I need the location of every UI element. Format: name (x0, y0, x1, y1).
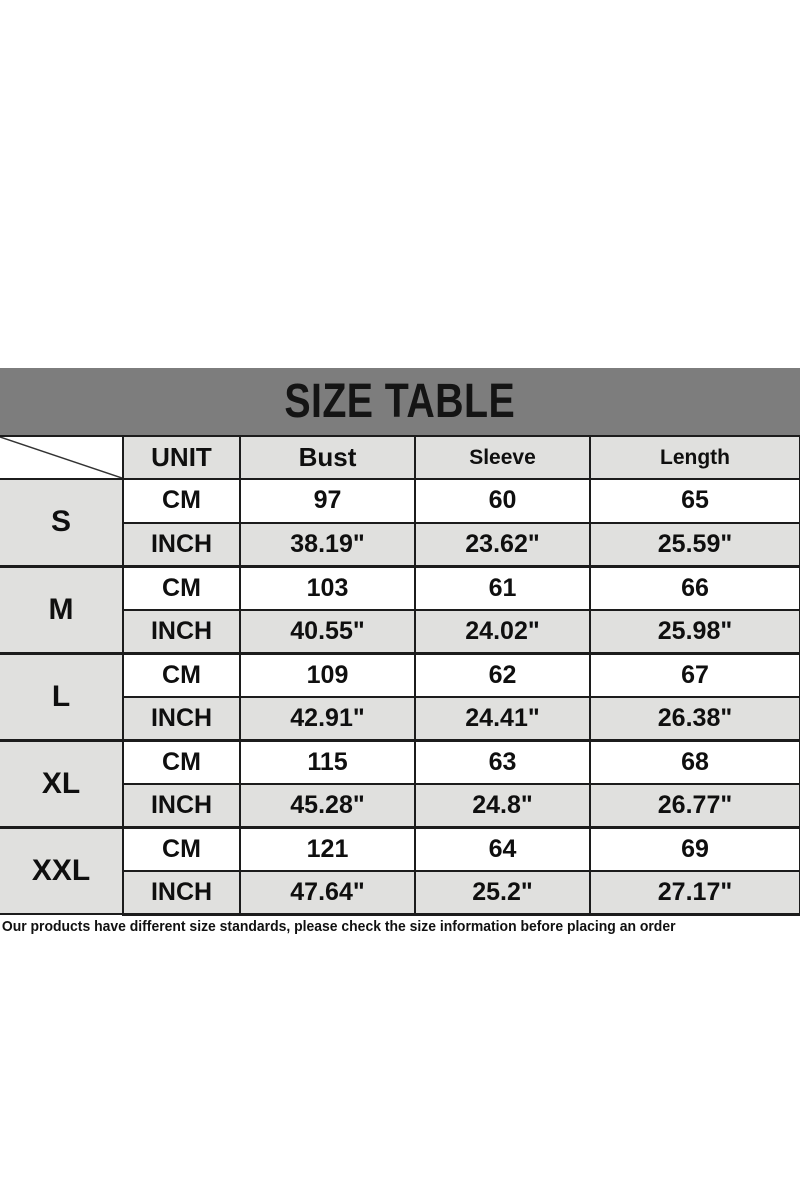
column-header-length: Length (590, 436, 800, 479)
size-label-s: S (0, 479, 123, 566)
size-table-title-band (0, 368, 800, 435)
sleeve-value: 62 (415, 653, 590, 697)
unit-cell-cm: CM (123, 740, 240, 784)
unit-cell-inch: INCH (123, 523, 240, 567)
length-value: 68 (590, 740, 800, 784)
bust-value: 47.64" (240, 871, 415, 915)
unit-cell-inch: INCH (123, 697, 240, 741)
length-value: 65 (590, 479, 800, 523)
bust-value: 40.55" (240, 610, 415, 654)
sleeve-value: 23.62" (415, 523, 590, 567)
length-value: 25.98" (590, 610, 800, 654)
sleeve-value: 25.2" (415, 871, 590, 915)
size-table (0, 435, 800, 916)
sleeve-value: 24.02" (415, 610, 590, 654)
sleeve-value: 64 (415, 827, 590, 871)
length-value: 67 (590, 653, 800, 697)
unit-cell-inch: INCH (123, 610, 240, 654)
diagonal-line-icon (0, 437, 122, 478)
length-value: 66 (590, 566, 800, 610)
diagonal-corner-cell (0, 436, 123, 479)
length-value: 25.59" (590, 523, 800, 567)
unit-cell-cm: CM (123, 566, 240, 610)
length-value: 26.38" (590, 697, 800, 741)
column-header-bust: Bust (240, 436, 415, 479)
unit-cell-cm: CM (123, 653, 240, 697)
sleeve-value: 24.41" (415, 697, 590, 741)
length-value: 26.77" (590, 784, 800, 828)
size-label-m: M (0, 566, 123, 653)
size-table-title: SIZE TABLE (284, 375, 516, 428)
column-header-unit: UNIT (123, 436, 240, 479)
footer-note: Our products have different size standards, please check the size information before placing an order (1, 917, 676, 935)
bust-value: 121 (240, 827, 415, 871)
length-value: 27.17" (590, 871, 800, 915)
table-row-m-cm (0, 566, 800, 610)
bust-value: 97 (240, 479, 415, 523)
table-row-xxl-cm (0, 827, 800, 871)
column-header-sleeve: Sleeve (415, 436, 590, 479)
size-label-xxl: XXL (0, 827, 123, 914)
sleeve-value: 24.8" (415, 784, 590, 828)
unit-cell-inch: INCH (123, 784, 240, 828)
sleeve-value: 60 (415, 479, 590, 523)
unit-cell-cm: CM (123, 479, 240, 523)
bust-value: 103 (240, 566, 415, 610)
bust-value: 42.91" (240, 697, 415, 741)
table-row-xl-cm (0, 740, 800, 784)
sleeve-value: 63 (415, 740, 590, 784)
bust-value: 115 (240, 740, 415, 784)
bust-value: 109 (240, 653, 415, 697)
table-row-l-cm (0, 653, 800, 697)
header-row (0, 436, 800, 479)
unit-cell-cm: CM (123, 827, 240, 871)
bust-value: 45.28" (240, 784, 415, 828)
sleeve-value: 61 (415, 566, 590, 610)
table-row-s-cm (0, 479, 800, 523)
unit-cell-inch: INCH (123, 871, 240, 915)
length-value: 69 (590, 827, 800, 871)
size-label-xl: XL (0, 740, 123, 827)
size-label-l: L (0, 653, 123, 740)
bust-value: 38.19" (240, 523, 415, 567)
top-whitespace (0, 0, 800, 368)
